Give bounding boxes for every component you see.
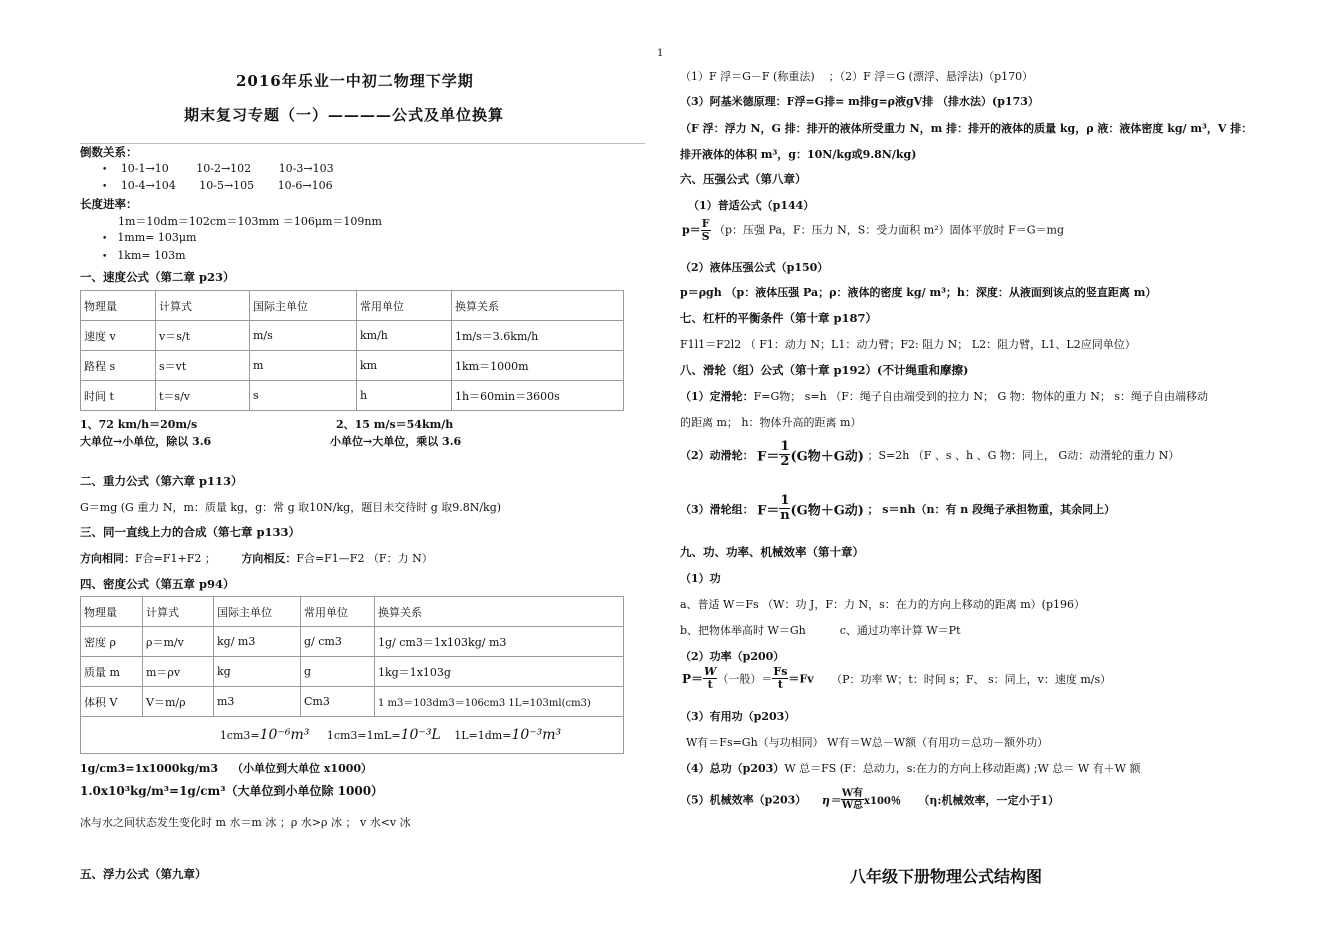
power-formula: P＝ $\frac{W}{t}$ （一般）＝ $\frac{Fs}{t}$ ＝Fv （P：功率 W；t：时间 s；F、 s：同上，v：速度 m/s） [682, 665, 1112, 692]
gravity-heading: 二、重力公式（第六章 p113） [80, 474, 243, 488]
page-title: 2016年乐业一中初二物理下学期 [236, 72, 474, 90]
table-row: 时间 t t＝s/v s h 1h＝60min＝3600s [81, 381, 624, 411]
pulley-heading: 八、滑轮（组）公式（第十章 p192）(不计绳重和摩擦) [680, 363, 969, 377]
table-row: 体积 V V＝m/ρ m3 Cm3 1 m3＝103dm3＝106cm3 1L=103ml(cm3) [81, 687, 624, 717]
work-heading: 九、功、功率、机械效率（第十章） [680, 545, 864, 559]
table-row: 1cm3=10⁻⁶m³ 1cm3=1mL=10⁻³L 1L=1dm=10⁻³m³ [81, 717, 624, 754]
total-work: （4）总功（p203）W 总＝FS (F：总动力，s:在力的方向上移动距离) ;W 总＝ W 有＋W 额 [680, 762, 1141, 775]
density-conversion-1: 1g/cm3=1x1000kg/m3 （小单位到大单位 x1000） [80, 762, 373, 775]
reciprocal-row: • 10-4→104 10-5→105 10-6→106 [102, 179, 333, 192]
archimedes-line: （3）阿基米德原理：F浮=G排= m排g=ρ液gV排 （排水法）(p173） [680, 95, 1039, 108]
work-lift: b、把物体举高时 W＝Gh c、通过功率计算 W＝Pt [680, 624, 961, 637]
efficiency: （5）机械效率（p203） η＝ $\frac{\text{W有}}{\text{W总}}$ x100％ （η:机械效率，一定小于1） [680, 788, 1060, 811]
pressure-formula-2-label: （2）液体压强公式（p150） [680, 261, 829, 274]
power-label: （2）功率（p200） [680, 650, 785, 663]
right-column [660, 0, 1323, 936]
density-conversion-2: 1.0x10³kg/m³=1g/cm³（大单位到小单位除 1000） [80, 784, 384, 798]
movable-pulley: （2）动滑轮： F＝ $\frac{1}{2}$ (G物＋G动) ；S=2h （F 、s 、h 、G 物：同上， G动：动滑轮的重力 N） [680, 439, 1180, 470]
buoyancy-heading: 五、浮力公式（第九章） [80, 867, 207, 881]
pressure-formula-1-label: （1）普适公式（p144） [688, 199, 815, 212]
length-line: • 1mm= 103μm [102, 231, 197, 244]
table-row: 密度 ρ ρ＝m/v kg/ m3 g/ cm3 1g/ cm3＝1x103kg/ m3 [81, 627, 624, 657]
gravity-text: G＝mg (G 重力 N，m：质量 kg，g：常 g 取10N/kg，题目未交待时 g 取9.8N/kg) [80, 501, 502, 514]
ice-water-note: 冰与水之间状态发生变化时 m 水＝m 冰 ；ρ 水>ρ 冰 ； v 水<v 冰 [80, 816, 411, 829]
left-column [0, 0, 660, 936]
density-table [80, 596, 624, 754]
force-heading: 三、同一直线上力的合成（第七章 p133） [80, 525, 301, 539]
page-subtitle: 期末复习专题（一）————公式及单位换算 [184, 106, 505, 124]
reciprocal-heading: 倒数关系： [80, 145, 138, 159]
speed-rule-1: 大单位→小单位，除以 3.6 [80, 435, 212, 448]
pressure-formula-2: p＝ρgh （p：液体压强 Pa；ρ：液体的密度 kg/ m³；h：深度：从液面到该点的竖直距离 m） [680, 286, 1157, 299]
structure-chart-title: 八年级下册物理公式结构图 [850, 867, 1043, 886]
table-row: 物理量 计算式 国际主单位 常用单位 换算关系 [81, 597, 624, 627]
speed-rule-2: 小单位→大单位，乘以 3.6 [330, 435, 462, 448]
length-line: 1m＝10dm＝102cm＝103mm ＝106μm＝109nm [118, 215, 382, 228]
fixed-pulley-cont: 的距离 m； h：物体升高的距离 m） [680, 416, 862, 429]
useful-work-label: （3）有用功（p203） [680, 710, 796, 723]
pulley-block: （3）滑轮组： F＝ $\frac{1}{n}$ (G物＋G动) ； s＝nh（n：有 n 段绳子承担物重，其余同上） [680, 493, 1116, 524]
buoyancy-line-1: （1）F 浮＝G－F (称重法) ；（2）F 浮＝G (漂浮、悬浮法)（p170） [680, 70, 1034, 83]
force-line: 方向相同：F合=F1+F2 ； 方向相反：F合=F1—F2 （F：力 N） [80, 552, 433, 565]
table-row: 物理量 计算式 国际主单位 常用单位 换算关系 [81, 291, 624, 321]
speed-heading: 一、速度公式（第二章 p23） [80, 270, 235, 284]
speed-example-2: 2、15 m/s＝54km/h [336, 418, 454, 431]
reciprocal-row: • 10-1→10 10-2→102 10-3→103 [102, 162, 334, 175]
title-divider [80, 143, 645, 144]
density-heading: 四、密度公式（第五章 p94） [80, 577, 235, 591]
speed-example-1: 1、72 km/h＝20m/s [80, 418, 198, 431]
table-row: 速度 v v＝s/t m/s km/h 1m/s＝3.6km/h [81, 321, 624, 351]
length-line: • 1km= 103m [102, 249, 186, 262]
pressure-heading: 六、压强公式（第八章） [680, 172, 807, 186]
buoyancy-note-2: 排开液体的体积 m³，g：10N/kg或9.8N/kg) [680, 148, 917, 161]
page-number: 1 [657, 48, 664, 59]
table-row: 路程 s s＝vt m km 1km＝1000m [81, 351, 624, 381]
pressure-formula-1: p＝ $\frac{F}{S}$ （p：压强 Pa，F：压力 N，S：受力面积 m²）固体平放时 F＝G＝mg [682, 217, 1065, 244]
speed-table [80, 290, 624, 411]
useful-work-text: W有＝Fs=Gh（与功相同） W有＝W总－W额（有用功＝总功－额外功） [686, 736, 1049, 749]
lever-text: F1l1＝F2l2 （ F1：动力 N；L1：动力臂；F2: 阻力 N； L2：阻力臂，L1、L2应同单位） [680, 338, 1136, 351]
buoyancy-note-1: （F 浮：浮力 N，G 排：排开的液体所受重力 N，m 排：排开的液体的质量 kg，ρ 液：液体密度 kg/ m³，V 排： [680, 122, 1253, 135]
length-heading: 长度进率： [80, 197, 138, 211]
lever-heading: 七、杠杆的平衡条件（第十章 p187） [680, 311, 878, 325]
work-label: （1）功 [680, 572, 721, 585]
table-row: 质量 m m＝ρv kg g 1kg＝1x103g [81, 657, 624, 687]
fixed-pulley: （1）定滑轮：F=G物； s=h （F：绳子自由端受到的拉力 N； G 物：物体的重力 N； s：绳子自由端移动 [680, 390, 1209, 403]
work-general: a、普适 W＝Fs （W：功 J，F：力 N，s：在力的方向上移动的距离 m）(p196） [680, 598, 1086, 611]
